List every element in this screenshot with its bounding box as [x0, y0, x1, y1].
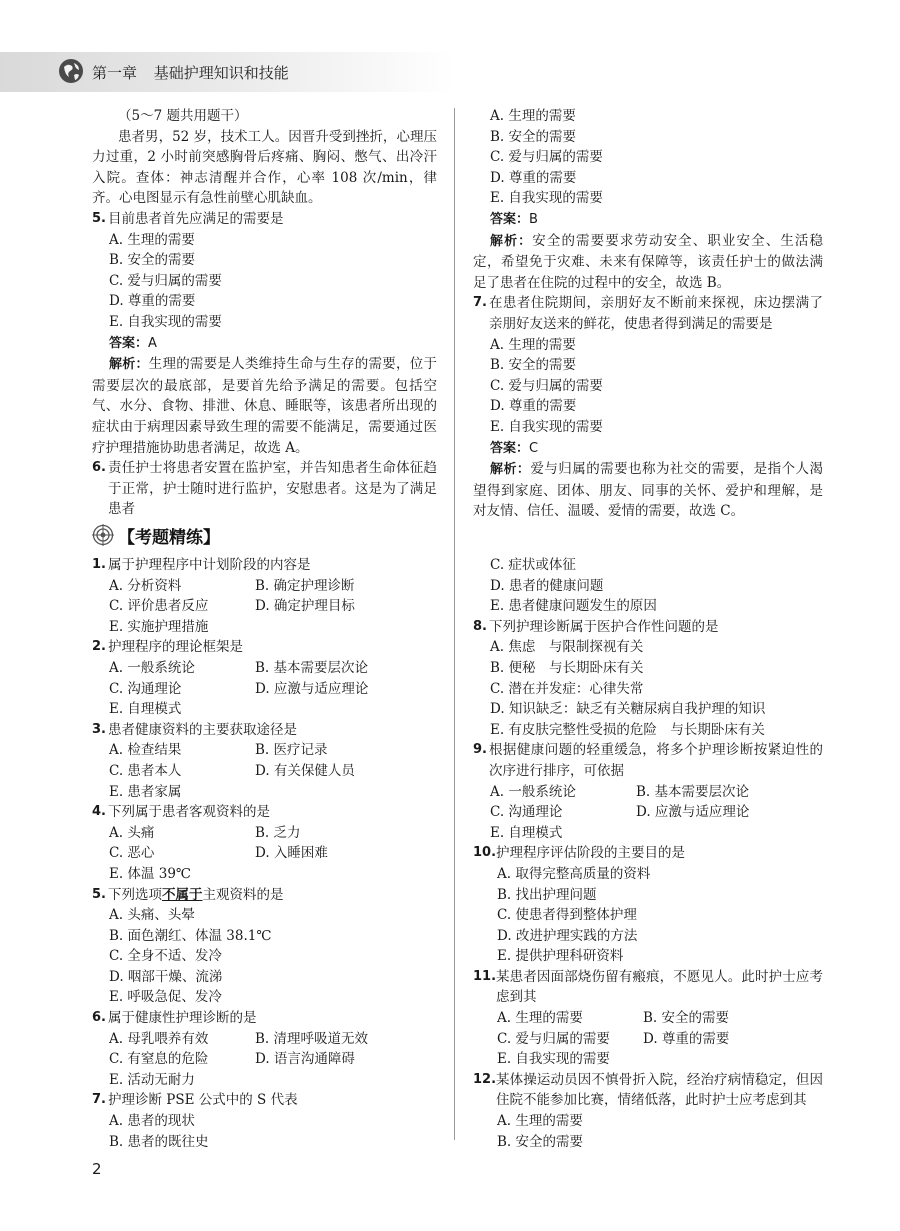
e3-option-e: E. 患者家属 — [109, 783, 182, 800]
q7-option-d: D. 尊重的需要 — [490, 398, 577, 415]
e6-option-e: E. 活动无耐力 — [109, 1071, 195, 1088]
case-column-left — [92, 106, 437, 520]
e10-option-d: D. 改进护理实践的方法 — [497, 927, 638, 944]
section-title: 【考题精练】 — [118, 528, 220, 548]
question-6: 6. 责任护士将患者安置在监护室，并告知患者生命体征趋于正常，护士随时进行监护，安慰患者。这是为了满足患者 — [92, 460, 437, 518]
e8-option-e: E. 有皮肤完整性受损的危险 与长期卧床有关 — [490, 721, 765, 738]
e7-option-d: D. 患者的健康问题 — [490, 577, 604, 594]
e8-option-b: B. 便秘 与长期卧床有关 — [490, 659, 644, 676]
e10-option-c: C. 使患者得到整体护理 — [497, 907, 637, 924]
q6-explanation: 解析：安全的需要要求劳动安全、职业安全、生活稳定，希望免于灾难、未来有保障等，该责任护士的做法满足了患者在住院的过程中的安全，故选 B。 — [473, 232, 823, 291]
chapter-title: 基础护理知识和技能 — [153, 64, 289, 82]
globe-icon — [58, 58, 84, 84]
exercise-3: 3. 患者健康资料的主要获取途径是 — [92, 721, 297, 738]
e8-option-c: C. 潜在并发症：心律失常 — [490, 680, 644, 697]
e2-options-ab: A. 一般系统论 B. 基本需要层次论 — [109, 659, 369, 676]
exercise-10: 10. 护理程序评估阶段的主要目的是 — [473, 845, 686, 862]
exercise-7: 7. 护理诊断 PSE 公式中的 S 代表 — [92, 1092, 298, 1109]
case-header: （5～7 题共用题干） — [118, 108, 248, 124]
e4-options-cd: C. 恶心 D. 入睡困难 — [109, 845, 328, 862]
e1-option-e: E. 实施护理措施 — [109, 618, 209, 635]
e8-option-a: A. 焦虑 与限制探视有关 — [490, 639, 644, 656]
q6-option-c: C. 爱与归属的需要 — [490, 149, 603, 166]
exercise-4: 4. 下列属于患者客观资料的是 — [92, 804, 270, 821]
target-icon — [92, 524, 114, 546]
e2-option-e: E. 自理模式 — [109, 701, 182, 718]
e1-options-ab: A. 分析资料 B. 确定护理诊断 — [109, 577, 355, 594]
q7-answer: 答案：C — [490, 440, 539, 456]
exercise-2: 2. 护理程序的理论框架是 — [92, 639, 243, 656]
q5-option-b: B. 安全的需要 — [109, 252, 196, 269]
e9-options-ab: A. 一般系统论 B. 基本需要层次论 — [490, 783, 750, 800]
exercise-12: 12. 某体操运动员因不慎骨折入院，经治疗病情稳定，但因住院不能参加比赛，情绪低落，此时护士应考虑到其 — [473, 1071, 823, 1109]
e10-option-a: A. 取得完整高质量的资料 — [497, 865, 651, 882]
question-7-case: 7. 在患者住院期间，亲朋好友不断前来探视，床边摆满了亲朋好友送来的鲜花，使患者得到满足的需要是 — [473, 295, 823, 332]
q6-option-d: D. 尊重的需要 — [490, 169, 577, 186]
q7-option-a: A. 生理的需要 — [490, 336, 576, 353]
exercise-column-left — [92, 555, 437, 1152]
q5-option-d: D. 尊重的需要 — [109, 293, 196, 310]
exercise-6: 6. 属于健康性护理诊断的是 — [92, 1010, 257, 1027]
exercise-11: 11. 某患者因面部烧伤留有瘢痕，不愿见人。此时护士应考虑到其 — [473, 968, 823, 1006]
q6-answer: 答案：B — [490, 211, 538, 227]
exercise-column-right — [473, 555, 823, 1152]
e7-option-b: B. 患者的既往史 — [109, 1133, 209, 1150]
e9-options-cd: C. 沟通理论 D. 应激与适应理论 — [490, 804, 750, 821]
e7-option-a: A. 患者的现状 — [109, 1113, 195, 1130]
e10-option-b: B. 找出护理问题 — [497, 886, 597, 903]
q6-option-a: A. 生理的需要 — [490, 108, 576, 124]
e4-option-e: E. 体温 39℃ — [109, 865, 192, 882]
exercise-5: 5. 下列选项不属于主观资料的是 — [92, 886, 284, 903]
e12-option-b: B. 安全的需要 — [497, 1133, 584, 1150]
q7-explanation: 解析：爱与归属的需要也称为社交的需要，是指个人渴望得到家庭、团体、朋友、同事的关怀、爱护和理解，是对友情、信任、温暖、爱情的需要，故选 C。 — [473, 461, 823, 520]
e5-option-e: E. 呼吸急促、发冷 — [109, 989, 222, 1006]
e11-options-cd: C. 爱与归属的需要 D. 尊重的需要 — [497, 1030, 730, 1047]
q5-option-a: A. 生理的需要 — [109, 231, 195, 248]
e6-options-ab: A. 母乳喂养有效 B. 清理呼吸道无效 — [109, 1030, 369, 1047]
q5-explanation: 解析：生理的需要是人类维持生命与生存的需要，位于需要层次的最底部，是要首先给予满足的需要。包括空气、水分、食物、排泄、休息、睡眠等，该患者所出现的症状由于病理因素导致生理的需要不能满足，需要通过医疗护理措施协助患者满足，故选 A。 — [92, 356, 437, 456]
q5-option-e: E. 自我实现的需要 — [109, 313, 222, 330]
e1-options-cd: C. 评价患者反应 D. 确定护理目标 — [109, 598, 355, 615]
q5-option-c: C. 爱与归属的需要 — [109, 272, 222, 289]
q7-option-c: C. 爱与归属的需要 — [490, 377, 603, 394]
chapter-heading — [92, 62, 289, 83]
question-5: 5. 目前患者首先应满足的需要是 — [92, 210, 284, 227]
e9-option-e: E. 自理模式 — [490, 824, 563, 841]
e12-option-a: A. 生理的需要 — [497, 1113, 583, 1130]
e5-option-c: C. 全身不适、发冷 — [109, 948, 222, 965]
e7-option-c: C. 症状或体征 — [490, 557, 576, 573]
e4-options-ab: A. 头痛 B. 乏力 — [109, 824, 301, 841]
q7-option-e: E. 自我实现的需要 — [490, 418, 603, 435]
column-divider — [454, 108, 455, 1140]
e11-options-ab: A. 生理的需要 B. 安全的需要 — [497, 1010, 730, 1027]
e6-options-cd: C. 有窒息的危险 D. 语言沟通障碍 — [109, 1051, 355, 1068]
e5-option-a: A. 头痛、头晕 — [109, 907, 195, 924]
exercise-9: 9. 根据健康问题的轻重缓急，将多个护理诊断按紧迫性的次序进行排序，可依据 — [473, 742, 823, 779]
q6-option-b: B. 安全的需要 — [490, 128, 577, 145]
e5-option-b: B. 面色潮红、体温 38.1℃ — [109, 927, 272, 944]
e7-option-e: E. 患者健康问题发生的原因 — [490, 598, 657, 615]
e8-option-d: D. 知识缺乏：缺乏有关糖尿病自我护理的知识 — [490, 701, 766, 718]
chapter-number: 第一章 — [92, 64, 138, 82]
e3-options-cd: C. 患者本人 D. 有关保健人员 — [109, 762, 355, 779]
q5-answer: 答案：A — [109, 335, 157, 351]
q6-option-e: E. 自我实现的需要 — [490, 190, 603, 207]
exercise-1: 1. 属于护理程序中计划阶段的内容是 — [92, 557, 311, 573]
case-column-right — [473, 106, 823, 522]
e2-options-cd: C. 沟通理论 D. 应激与适应理论 — [109, 680, 369, 697]
page-number: 2 — [92, 1160, 102, 1178]
e11-option-e: E. 自我实现的需要 — [497, 1051, 610, 1068]
q7-option-b: B. 安全的需要 — [490, 357, 577, 374]
e10-option-e: E. 提供护理科研资料 — [497, 948, 624, 965]
case-text: 患者男，52 岁，技术工人。因晋升受到挫折，心理压力过重，2 小时前突感胸骨后疼痛、胸闷、憋气、出冷汗入院。查体：神志清醒并合作，心率 108 次/min，律齐。心电图显示有急性前壁心肌缺血。 — [92, 128, 437, 207]
exercise-8: 8. 下列护理诊断属于医护合作性问题的是 — [473, 618, 719, 635]
e5-option-d: D. 咽部干燥、流涕 — [109, 968, 223, 985]
e3-options-ab: A. 检查结果 B. 医疗记录 — [109, 742, 328, 759]
